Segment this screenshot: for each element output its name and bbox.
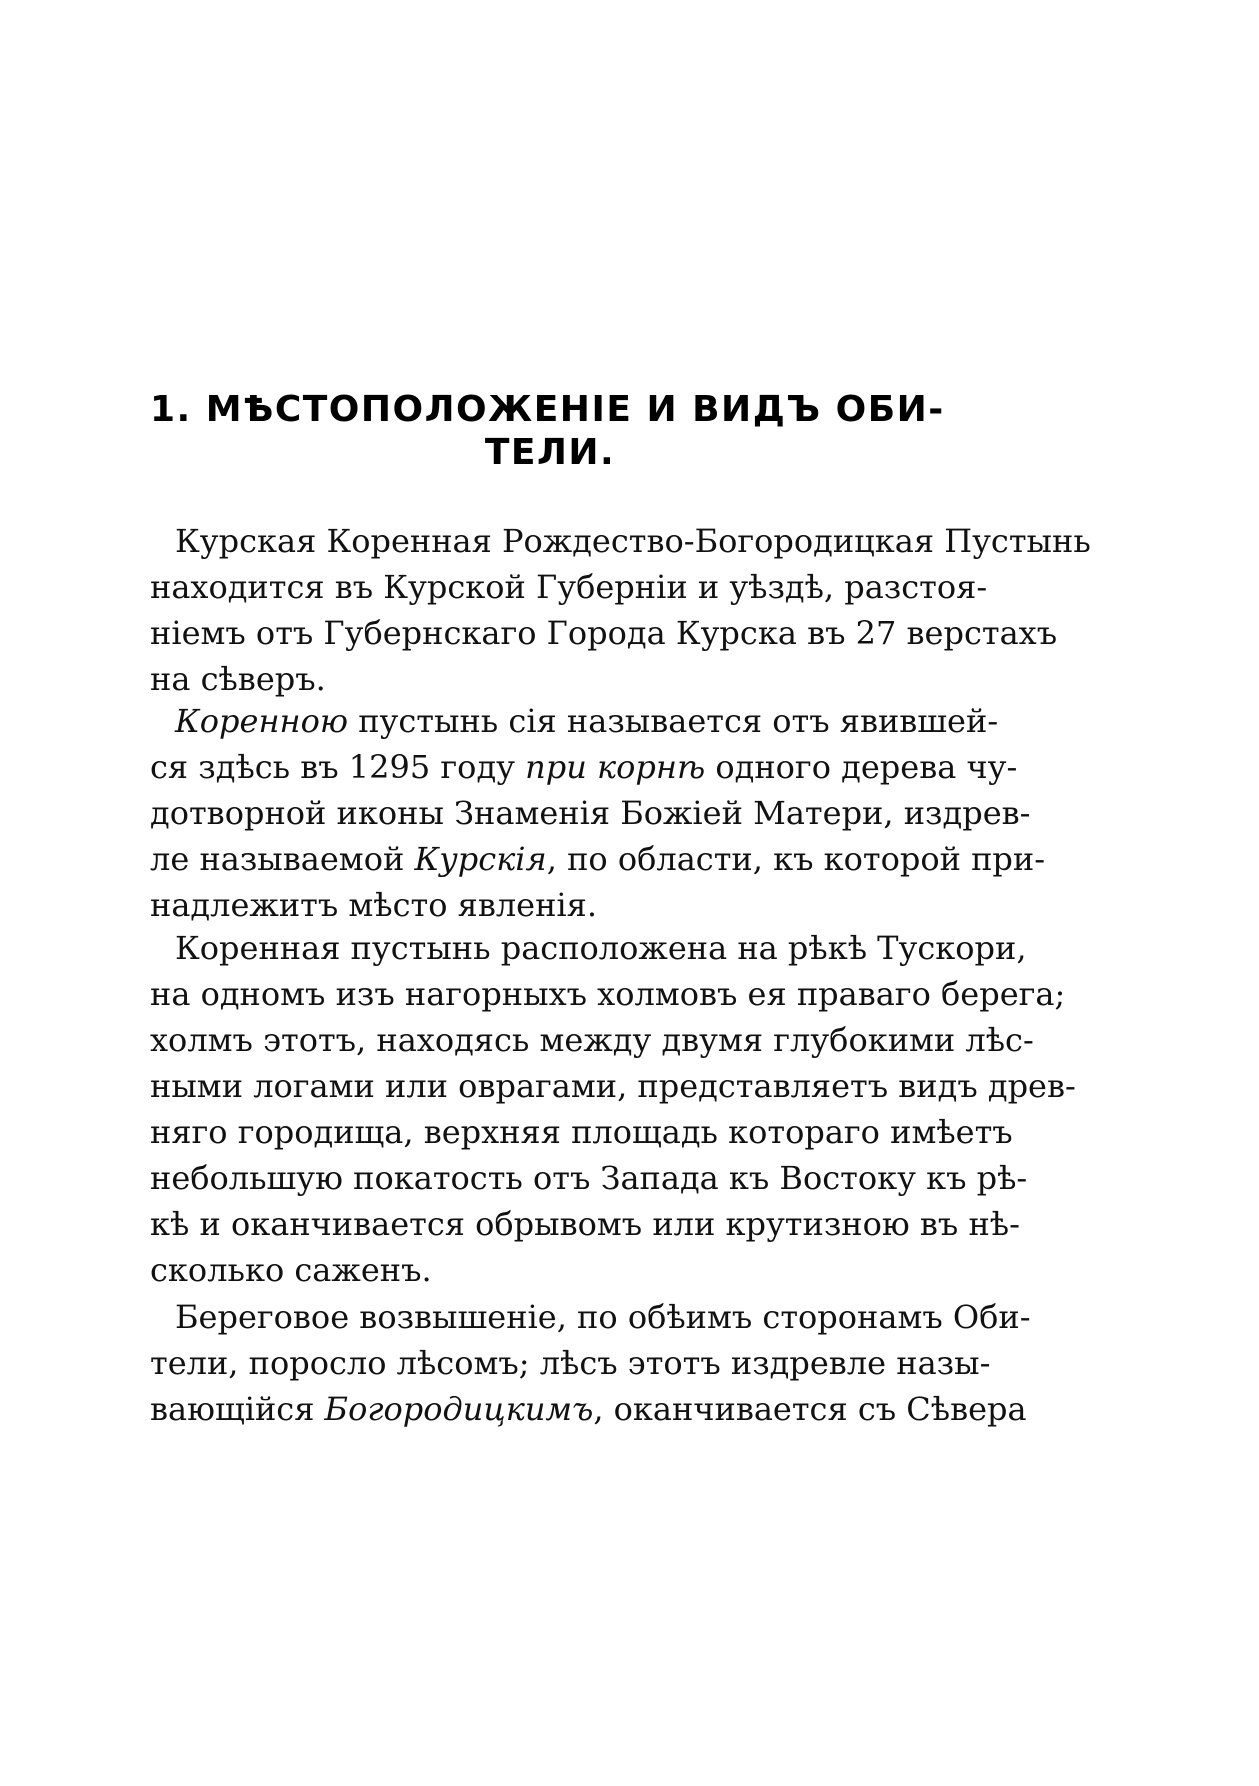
- italic-term: Богородицкимъ: [324, 1390, 594, 1428]
- italic-term: Коренною: [175, 702, 349, 740]
- text-line: няго городища, верхняя площадь котораго имѣетъ: [150, 1113, 1013, 1151]
- text-line: ными логами или оврагами, представляетъ видъ древ-: [150, 1067, 1076, 1105]
- text-line: на сѣверъ.: [150, 660, 326, 698]
- text-line: Курская Коренная Рождество-Богородицкая Пустынь: [175, 522, 1091, 560]
- text-line: кѣ и оканчивается обрывомъ или крутизною въ нѣ-: [150, 1205, 1020, 1243]
- text-line: холмъ этотъ, находясь между двумя глубокими лѣс-: [150, 1021, 1034, 1059]
- chapter-heading-line-1: 1. МѢСТОПОЛОЖЕНІЕ И ВИДЪ ОБИ-: [150, 389, 945, 430]
- italic-term: Курскія: [414, 840, 547, 878]
- italic-term: при корнѣ: [525, 748, 706, 786]
- text-line: находится въ Курской Губерніи и уѣздѣ, разстоя-: [150, 568, 988, 606]
- text-line: Коренная пустынь расположена на рѣкѣ Тускори,: [175, 929, 1027, 967]
- text-line: ся здѣсь въ 1295 году при корнѣ одного дерева чу-: [150, 748, 1018, 786]
- text-line: на одномъ изъ нагорныхъ холмовъ ея праваго берега;: [150, 975, 1066, 1013]
- text-line: Береговое возвышеніе, по обѣимъ сторонамъ Оби-: [175, 1298, 1031, 1336]
- text-line: ле называемой Курскія, по области, къ которой при-: [150, 840, 1046, 878]
- text-line: дотворной иконы Знаменія Божіей Матери, издрев-: [150, 794, 1031, 832]
- chapter-heading-line-2: ТЕЛИ.: [484, 432, 616, 473]
- text-line: тели, поросло лѣсомъ; лѣсъ этотъ издревле назы-: [150, 1344, 991, 1382]
- text-line: Коренною пустынь сія называется отъ явившей-: [175, 702, 999, 740]
- text-line: надлежитъ мѣсто явленія.: [150, 886, 598, 924]
- text-line: небольшую покатость отъ Запада къ Востоку къ рѣ-: [150, 1159, 1028, 1197]
- text-line: вающійся Богородицкимъ, оканчивается съ Сѣвера: [150, 1390, 1027, 1428]
- text-line: сколько саженъ.: [150, 1251, 432, 1289]
- text-line: ніемъ отъ Губернскаго Города Курска въ 27 верстахъ: [150, 614, 1058, 652]
